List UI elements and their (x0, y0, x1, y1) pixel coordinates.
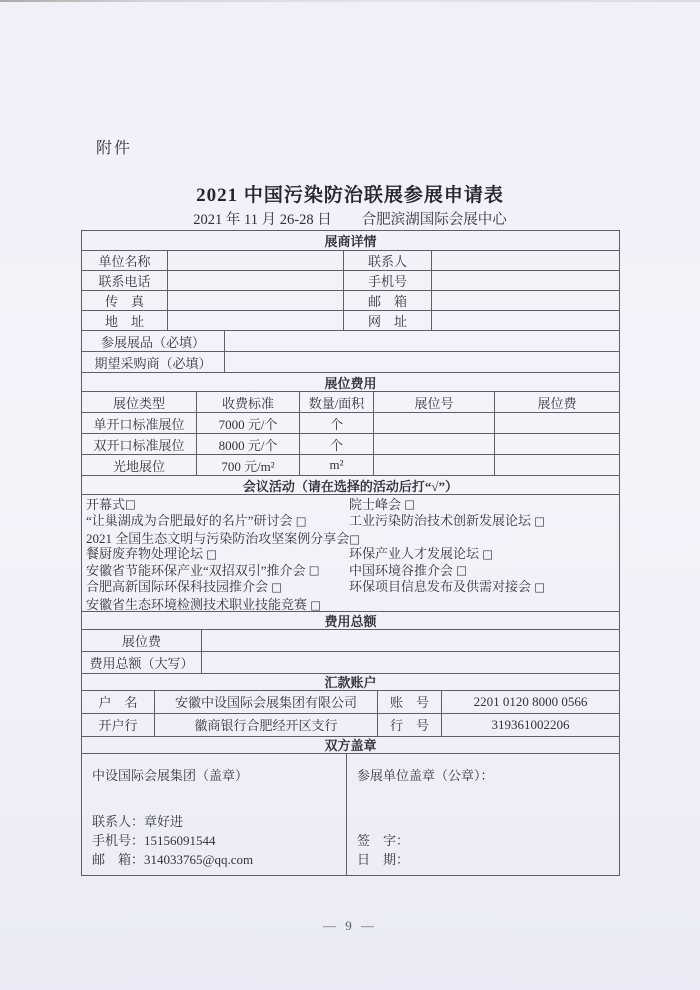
booth-fee-row (82, 434, 619, 455)
account-number-value: 2201 0120 8000 0566 (473, 693, 588, 709)
field-label: 地 址 (82, 311, 168, 330)
booth-fee-empty (495, 455, 619, 475)
stamp-row (82, 754, 619, 875)
booth-type: 单开口标准展位 (82, 413, 197, 433)
column-header: 收费标准 (197, 392, 300, 412)
scan-edge-artifact (0, 0, 700, 2)
field-label: 单位名称 (82, 251, 168, 270)
field-value-empty (432, 271, 619, 290)
booth-price: 8000 元/个 (197, 434, 300, 454)
activity-item: 2021 全国生态文明与污染防治攻坚案例分享会□ (86, 531, 361, 546)
table-row (82, 691, 619, 714)
field-label-bank: 开户行 (82, 714, 155, 736)
booth-number-empty (374, 413, 495, 433)
activity-row (82, 512, 619, 529)
booth-number-empty (374, 434, 495, 454)
subtitle (0, 208, 700, 229)
activity-item: 工业污染防治技术创新发展论坛 □ (349, 513, 546, 529)
field-value-empty (168, 271, 344, 290)
field-label-total-in-words: 费用总额（大写） (82, 652, 202, 673)
organizer-email: 邮 箱：314033765@qq.com (92, 851, 254, 867)
booth-qty-unit: m² (300, 455, 374, 475)
section-header-booth-fees: 展位费用 (82, 373, 619, 392)
field-value-empty (432, 291, 619, 310)
field-label: 传 真 (82, 291, 168, 310)
field-label-expected-buyers-required: 期望采购商（必填） (82, 352, 225, 372)
booth-type: 双开口标准展位 (82, 434, 197, 454)
column-header: 展位号 (374, 392, 495, 412)
field-label-booth-fee: 展位费 (82, 630, 202, 651)
activity-checkbox: □ (534, 513, 546, 528)
field-value-empty (202, 652, 619, 673)
activity-item: 环保项目信息发布及供需对接会 □ (349, 579, 546, 595)
field-label-account-name: 户 名 (82, 691, 155, 713)
booth-qty-unit: 个 (300, 413, 374, 433)
section-header-remittance-account: 汇款账户 (82, 674, 619, 691)
column-header: 展位费 (537, 395, 577, 411)
booth-price: 7000 元/个 (197, 413, 300, 433)
application-form-table (81, 230, 620, 876)
booth-fee-row (82, 455, 619, 476)
activity-item: 安徽省生态环境检测技术职业技能竞赛 □ (86, 597, 322, 612)
field-label: 邮 箱 (344, 291, 432, 310)
table-row (82, 331, 619, 352)
event-venue: 合肥滨湖国际会展中心 (361, 212, 507, 228)
activity-checkbox: □ (404, 497, 416, 512)
field-value-empty (432, 251, 619, 270)
organizer-stamp-cell (82, 754, 347, 875)
table-row (82, 271, 619, 291)
field-value-empty (432, 311, 619, 330)
field-label: 联系人 (344, 251, 432, 270)
activity-item: 开幕式□ (86, 496, 136, 512)
table-row (82, 714, 619, 737)
field-label-exhibits-required: 参展展品（必填） (82, 331, 225, 351)
organizer-phone: 手机号：15156091544 (92, 832, 216, 848)
field-label-account-number: 账 号 (378, 691, 442, 713)
field-label: 手机号 (344, 271, 432, 290)
activity-item: 合肥高新国际环保科技园推介会 □ (86, 579, 283, 595)
booth-fee-empty (495, 413, 619, 433)
field-value-empty (168, 311, 344, 330)
exhibitor-stamp-cell (347, 754, 619, 875)
booth-number-empty (374, 455, 495, 475)
field-value-empty (168, 251, 344, 270)
bank-name-value: 徽商银行合肥经开区支行 (155, 714, 378, 736)
activity-row (82, 561, 619, 578)
signature-label: 签 字： (357, 832, 410, 848)
section-header-fee-total: 费用总额 (82, 612, 619, 630)
attachment-label: 附件 (96, 140, 133, 157)
table-row (82, 311, 619, 331)
activity-row (82, 528, 619, 545)
table-row (82, 352, 619, 373)
field-value-empty (225, 331, 619, 351)
activity-checkbox: □ (349, 531, 361, 546)
field-value-empty (225, 352, 619, 372)
activity-item: “让巢湖成为合肥最好的名片”研讨会 □ (86, 513, 307, 529)
column-header: 数量/面积 (300, 392, 374, 412)
booth-fee-empty (495, 434, 619, 454)
account-name-value: 安徽中设国际会展集团有限公司 (155, 691, 378, 713)
section-header-stamps: 双方盖章 (82, 737, 619, 754)
bank-code-value: 319361002206 (491, 716, 570, 732)
page-title: 2021 中国污染防治联展参展申请表 (196, 185, 504, 206)
date-label: 日 期： (357, 851, 410, 867)
organizer-stamp-title: 中设国际会展集团（盖章） (92, 767, 249, 783)
activity-item: 安徽省节能环保产业“双招双引”推介会 □ (86, 562, 320, 578)
booth-fee-row (82, 413, 619, 434)
activity-item: 中国环境谷推介会 □ (349, 562, 468, 578)
field-value-empty (202, 630, 619, 651)
activity-checkbox: □ (271, 579, 283, 594)
activity-checkbox: □ (125, 497, 136, 512)
activity-item: 环保产业人才发展论坛 □ (349, 546, 494, 562)
activity-checkbox: □ (310, 597, 322, 612)
section-header-exhibitor-details: 展商详情 (82, 231, 619, 251)
table-row (82, 652, 619, 674)
booth-qty-unit: 个 (300, 434, 374, 454)
table-row (82, 291, 619, 311)
activity-item: 餐厨废弃物处理论坛 □ (86, 546, 218, 562)
field-label-bank-code: 行 号 (378, 714, 442, 736)
section-header-activities: 会议活动（请在选择的活动后打“√”） (82, 476, 619, 495)
activity-row (82, 495, 619, 512)
table-row (82, 630, 619, 652)
page-number: — 9 — (323, 918, 377, 933)
field-value-empty (168, 291, 344, 310)
activity-checkbox: □ (456, 563, 468, 578)
booth-type: 光地展位 (82, 455, 197, 475)
activity-checkbox: □ (534, 579, 546, 594)
booth-fees-header-row (82, 392, 619, 413)
activity-checkbox: □ (308, 563, 320, 578)
activity-item: 院士峰会 □ (349, 496, 416, 512)
field-label: 网 址 (344, 311, 432, 330)
booth-price: 700 元/m² (197, 455, 300, 475)
exhibitor-stamp-title: 参展单位盖章（公章）： (357, 767, 494, 783)
activity-row (82, 578, 619, 595)
activity-checkbox: □ (482, 546, 494, 561)
activity-checkbox: □ (206, 546, 218, 561)
organizer-contact: 联系人：章好进 (92, 813, 184, 829)
activity-row (82, 545, 619, 562)
field-label: 联系电话 (82, 271, 168, 290)
activity-checkbox: □ (295, 513, 307, 528)
table-row (82, 251, 619, 271)
column-header: 展位类型 (82, 392, 197, 412)
activity-row (82, 594, 619, 612)
event-dates: 2021 年 11 月 26-28 日 (193, 212, 332, 228)
